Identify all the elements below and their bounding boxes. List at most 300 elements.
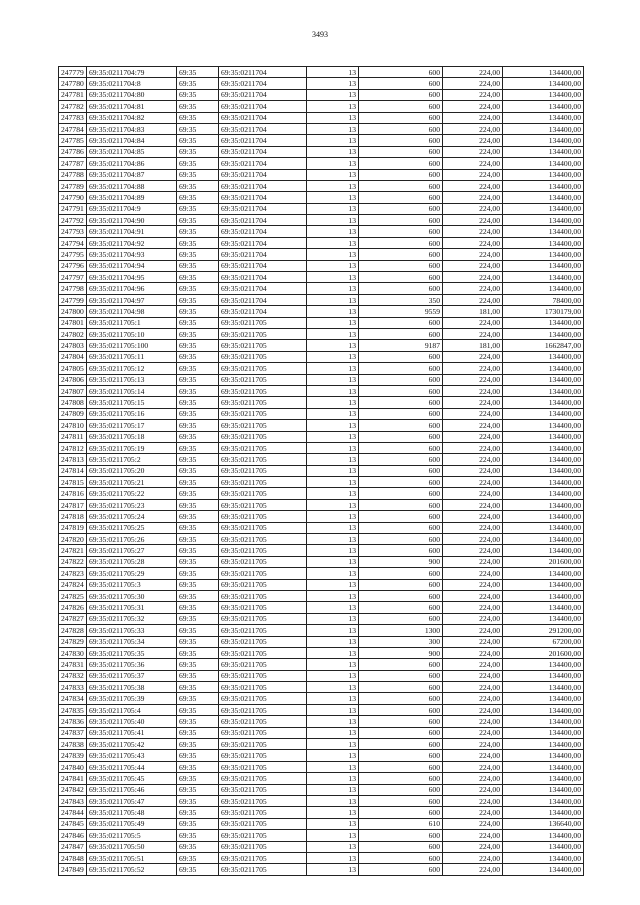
cadastral-quarter-cell: 69:35:0211704 [219,101,307,112]
table-row [59,294,584,305]
area-cell: 600 [359,670,443,681]
zone-code-cell: 13 [307,477,359,488]
cadastral-number-cell: 69:35:0211705:42 [87,739,177,750]
area-cell: 600 [359,431,443,442]
area-cell: 1300 [359,625,443,636]
table-row [59,625,584,636]
zone-code-cell: 13 [307,625,359,636]
specific-value-cell: 224,00 [443,328,503,339]
specific-value-cell: 224,00 [443,374,503,385]
area-cell: 600 [359,78,443,89]
zone-code-cell: 13 [307,249,359,260]
cadastral-number-cell: 69:35:0211704:95 [87,272,177,283]
cadastral-number-cell: 69:35:0211705:39 [87,693,177,704]
zone-code-cell: 13 [307,761,359,772]
cadastral-value-cell: 134400,00 [503,807,584,818]
cadastral-value-cell: 134400,00 [503,465,584,476]
table-row [59,454,584,465]
cadastral-value-cell: 134400,00 [503,704,584,715]
zone-code-cell: 13 [307,852,359,863]
record-number-cell: 247808 [59,397,87,408]
specific-value-cell: 224,00 [443,89,503,100]
area-cell: 600 [359,682,443,693]
cadastral-district-cell: 69:35 [177,203,219,214]
record-number-cell: 247813 [59,454,87,465]
record-number-cell: 247822 [59,556,87,567]
cadastral-number-cell: 69:35:0211704:97 [87,294,177,305]
table-row [59,841,584,852]
specific-value-cell: 181,00 [443,340,503,351]
record-number-cell: 247835 [59,704,87,715]
table-row [59,192,584,203]
cadastral-value-cell: 134400,00 [503,477,584,488]
area-cell: 600 [359,773,443,784]
record-number-cell: 247831 [59,659,87,670]
zone-code-cell: 13 [307,385,359,396]
cadastral-quarter-cell: 69:35:0211705 [219,602,307,613]
record-number-cell: 247832 [59,670,87,681]
zone-code-cell: 13 [307,283,359,294]
table-row [59,215,584,226]
record-number-cell: 247842 [59,784,87,795]
cadastral-number-cell: 69:35:0211704:96 [87,283,177,294]
area-cell: 600 [359,180,443,191]
record-number-cell: 247802 [59,328,87,339]
zone-code-cell: 13 [307,442,359,453]
table-row [59,864,584,875]
specific-value-cell: 224,00 [443,568,503,579]
zone-code-cell: 13 [307,670,359,681]
area-cell: 600 [359,534,443,545]
table-row [59,477,584,488]
record-number-cell: 247829 [59,636,87,647]
record-number-cell: 247841 [59,773,87,784]
table-row [59,328,584,339]
cadastral-value-cell: 134400,00 [503,374,584,385]
specific-value-cell: 224,00 [443,237,503,248]
cadastral-quarter-cell: 69:35:0211704 [219,67,307,78]
specific-value-cell: 224,00 [443,796,503,807]
cadastral-district-cell: 69:35 [177,272,219,283]
cadastral-district-cell: 69:35 [177,750,219,761]
cadastral-district-cell: 69:35 [177,636,219,647]
record-number-cell: 247843 [59,796,87,807]
cadastral-district-cell: 69:35 [177,420,219,431]
record-number-cell: 247849 [59,864,87,875]
cadastral-quarter-cell: 69:35:0211705 [219,750,307,761]
specific-value-cell: 224,00 [443,727,503,738]
cadastral-value-cell: 134400,00 [503,784,584,795]
cadastral-value-cell: 291200,00 [503,625,584,636]
specific-value-cell: 224,00 [443,682,503,693]
cadastral-district-cell: 69:35 [177,442,219,453]
cadastral-number-cell: 69:35:0211704:84 [87,135,177,146]
zone-code-cell: 13 [307,739,359,750]
area-cell: 600 [359,351,443,362]
table-row [59,647,584,658]
cadastral-value-cell: 134400,00 [503,89,584,100]
zone-code-cell: 13 [307,796,359,807]
table-row [59,431,584,442]
table-body [59,67,584,876]
cadastral-quarter-cell: 69:35:0211704 [219,294,307,305]
specific-value-cell: 224,00 [443,442,503,453]
cadastral-value-cell: 134400,00 [503,363,584,374]
zone-code-cell: 13 [307,864,359,875]
cadastral-number-cell: 69:35:0211704:92 [87,237,177,248]
specific-value-cell: 224,00 [443,716,503,727]
cadastral-value-cell: 134400,00 [503,146,584,157]
cadastral-district-cell: 69:35 [177,317,219,328]
area-cell: 600 [359,727,443,738]
cadastral-district-cell: 69:35 [177,602,219,613]
record-number-cell: 247803 [59,340,87,351]
table-row [59,716,584,727]
cadastral-quarter-cell: 69:35:0211705 [219,852,307,863]
specific-value-cell: 224,00 [443,283,503,294]
cadastral-quarter-cell: 69:35:0211705 [219,351,307,362]
cadastral-number-cell: 69:35:0211705:49 [87,818,177,829]
record-number-cell: 247798 [59,283,87,294]
record-number-cell: 247806 [59,374,87,385]
cadastral-number-cell: 69:35:0211705:35 [87,647,177,658]
table-row [59,545,584,556]
cadastral-quarter-cell: 69:35:0211705 [219,613,307,624]
cadastral-district-cell: 69:35 [177,682,219,693]
zone-code-cell: 13 [307,682,359,693]
cadastral-number-cell: 69:35:0211705:40 [87,716,177,727]
cadastral-quarter-cell: 69:35:0211705 [219,408,307,419]
cadastral-quarter-cell: 69:35:0211704 [219,169,307,180]
zone-code-cell: 13 [307,146,359,157]
cadastral-number-cell: 69:35:0211704:90 [87,215,177,226]
record-number-cell: 247819 [59,522,87,533]
cadastral-quarter-cell: 69:35:0211704 [219,158,307,169]
cadastral-value-cell: 201600,00 [503,647,584,658]
specific-value-cell: 224,00 [443,78,503,89]
cadastral-quarter-cell: 69:35:0211705 [219,374,307,385]
table-row [59,306,584,317]
cadastral-district-cell: 69:35 [177,408,219,419]
cadastral-value-cell: 134400,00 [503,511,584,522]
cadastral-quarter-cell: 69:35:0211704 [219,78,307,89]
area-cell: 600 [359,761,443,772]
cadastral-district-cell: 69:35 [177,397,219,408]
specific-value-cell: 224,00 [443,408,503,419]
area-cell: 600 [359,363,443,374]
cadastral-number-cell: 69:35:0211704:9 [87,203,177,214]
table-row [59,158,584,169]
area-cell: 600 [359,750,443,761]
cadastral-quarter-cell: 69:35:0211705 [219,579,307,590]
area-cell: 600 [359,283,443,294]
zone-code-cell: 13 [307,180,359,191]
table-row [59,613,584,624]
record-number-cell: 247784 [59,123,87,134]
cadastral-number-cell: 69:35:0211704:82 [87,112,177,123]
zone-code-cell: 13 [307,545,359,556]
specific-value-cell: 224,00 [443,522,503,533]
record-number-cell: 247800 [59,306,87,317]
cadastral-quarter-cell: 69:35:0211705 [219,590,307,601]
cadastral-number-cell: 69:35:0211705:32 [87,613,177,624]
cadastral-number-cell: 69:35:0211705:10 [87,328,177,339]
cadastral-value-table [58,66,584,876]
zone-code-cell: 13 [307,431,359,442]
cadastral-number-cell: 69:35:0211705:41 [87,727,177,738]
record-number-cell: 247824 [59,579,87,590]
cadastral-value-cell: 134400,00 [503,739,584,750]
area-cell: 600 [359,67,443,78]
cadastral-value-cell: 134400,00 [503,420,584,431]
cadastral-quarter-cell: 69:35:0211705 [219,340,307,351]
zone-code-cell: 13 [307,830,359,841]
zone-code-cell: 13 [307,226,359,237]
table-row [59,465,584,476]
table-row [59,807,584,818]
record-number-cell: 247779 [59,67,87,78]
area-cell: 600 [359,522,443,533]
area-cell: 600 [359,272,443,283]
specific-value-cell: 224,00 [443,431,503,442]
specific-value-cell: 224,00 [443,670,503,681]
area-cell: 600 [359,590,443,601]
area-cell: 600 [359,146,443,157]
specific-value-cell: 224,00 [443,192,503,203]
specific-value-cell: 224,00 [443,830,503,841]
area-cell: 900 [359,556,443,567]
record-number-cell: 247811 [59,431,87,442]
cadastral-district-cell: 69:35 [177,579,219,590]
cadastral-district-cell: 69:35 [177,511,219,522]
specific-value-cell: 224,00 [443,852,503,863]
cadastral-value-cell: 134400,00 [503,693,584,704]
cadastral-number-cell: 69:35:0211705:18 [87,431,177,442]
specific-value-cell: 224,00 [443,818,503,829]
area-cell: 600 [359,158,443,169]
cadastral-number-cell: 69:35:0211705:43 [87,750,177,761]
area-cell: 600 [359,499,443,510]
zone-code-cell: 13 [307,89,359,100]
page-number: 3493 [312,30,328,39]
cadastral-number-cell: 69:35:0211704:8 [87,78,177,89]
cadastral-district-cell: 69:35 [177,385,219,396]
specific-value-cell: 181,00 [443,306,503,317]
specific-value-cell: 224,00 [443,511,503,522]
specific-value-cell: 224,00 [443,602,503,613]
record-number-cell: 247816 [59,488,87,499]
record-number-cell: 247828 [59,625,87,636]
record-number-cell: 247826 [59,602,87,613]
cadastral-value-cell: 134400,00 [503,442,584,453]
cadastral-number-cell: 69:35:0211705:34 [87,636,177,647]
zone-code-cell: 13 [307,568,359,579]
cadastral-district-cell: 69:35 [177,864,219,875]
cadastral-quarter-cell: 69:35:0211705 [219,716,307,727]
cadastral-number-cell: 69:35:0211705:17 [87,420,177,431]
cadastral-value-cell: 134400,00 [503,249,584,260]
zone-code-cell: 13 [307,454,359,465]
cadastral-number-cell: 69:35:0211705:21 [87,477,177,488]
record-number-cell: 247785 [59,135,87,146]
cadastral-quarter-cell: 69:35:0211705 [219,659,307,670]
zone-code-cell: 13 [307,727,359,738]
table-row [59,237,584,248]
cadastral-quarter-cell: 69:35:0211705 [219,636,307,647]
specific-value-cell: 224,00 [443,135,503,146]
table-row [59,602,584,613]
zone-code-cell: 13 [307,784,359,795]
cadastral-number-cell: 69:35:0211705:50 [87,841,177,852]
area-cell: 600 [359,465,443,476]
cadastral-district-cell: 69:35 [177,123,219,134]
cadastral-value-cell: 134400,00 [503,773,584,784]
table-row [59,317,584,328]
cadastral-number-cell: 69:35:0211705:30 [87,590,177,601]
record-number-cell: 247809 [59,408,87,419]
specific-value-cell: 224,00 [443,454,503,465]
record-number-cell: 247847 [59,841,87,852]
cadastral-number-cell: 69:35:0211705:5 [87,830,177,841]
cadastral-value-cell: 134400,00 [503,761,584,772]
table-row [59,363,584,374]
cadastral-value-cell: 1662847,00 [503,340,584,351]
table-row [59,283,584,294]
area-cell: 600 [359,317,443,328]
cadastral-value-cell: 134400,00 [503,351,584,362]
cadastral-district-cell: 69:35 [177,590,219,601]
zone-code-cell: 13 [307,499,359,510]
specific-value-cell: 224,00 [443,841,503,852]
table-row [59,556,584,567]
cadastral-number-cell: 69:35:0211705:13 [87,374,177,385]
record-number-cell: 247799 [59,294,87,305]
area-cell: 600 [359,545,443,556]
table-row [59,112,584,123]
cadastral-quarter-cell: 69:35:0211705 [219,568,307,579]
cadastral-value-cell: 134400,00 [503,385,584,396]
cadastral-value-cell: 134400,00 [503,852,584,863]
table-row [59,397,584,408]
record-number-cell: 247804 [59,351,87,362]
zone-code-cell: 13 [307,67,359,78]
cadastral-quarter-cell: 69:35:0211704 [219,283,307,294]
cadastral-quarter-cell: 69:35:0211705 [219,773,307,784]
cadastral-number-cell: 69:35:0211705:15 [87,397,177,408]
zone-code-cell: 13 [307,613,359,624]
area-cell: 600 [359,693,443,704]
record-number-cell: 247833 [59,682,87,693]
cadastral-value-cell: 134400,00 [503,112,584,123]
cadastral-number-cell: 69:35:0211705:47 [87,796,177,807]
specific-value-cell: 224,00 [443,351,503,362]
cadastral-number-cell: 69:35:0211705:26 [87,534,177,545]
cadastral-value-cell: 134400,00 [503,272,584,283]
cadastral-district-cell: 69:35 [177,215,219,226]
specific-value-cell: 224,00 [443,590,503,601]
record-number-cell: 247814 [59,465,87,476]
table-row [59,442,584,453]
record-number-cell: 247812 [59,442,87,453]
table-row [59,796,584,807]
cadastral-number-cell: 69:35:0211705:48 [87,807,177,818]
cadastral-quarter-cell: 69:35:0211705 [219,511,307,522]
cadastral-quarter-cell: 69:35:0211705 [219,625,307,636]
record-number-cell: 247840 [59,761,87,772]
table-row [59,385,584,396]
record-number-cell: 247807 [59,385,87,396]
cadastral-district-cell: 69:35 [177,169,219,180]
specific-value-cell: 224,00 [443,556,503,567]
cadastral-quarter-cell: 69:35:0211704 [219,146,307,157]
cadastral-value-cell: 134400,00 [503,750,584,761]
cadastral-district-cell: 69:35 [177,488,219,499]
table-row [59,670,584,681]
cadastral-value-cell: 134400,00 [503,682,584,693]
table-row [59,704,584,715]
cadastral-value-cell: 134400,00 [503,328,584,339]
cadastral-number-cell: 69:35:0211704:86 [87,158,177,169]
specific-value-cell: 224,00 [443,249,503,260]
cadastral-value-cell: 134400,00 [503,796,584,807]
cadastral-number-cell: 69:35:0211704:80 [87,89,177,100]
area-cell: 600 [359,830,443,841]
cadastral-district-cell: 69:35 [177,647,219,658]
zone-code-cell: 13 [307,215,359,226]
cadastral-value-cell: 134400,00 [503,613,584,624]
zone-code-cell: 13 [307,841,359,852]
record-number-cell: 247796 [59,260,87,271]
cadastral-value-cell: 136640,00 [503,818,584,829]
cadastral-number-cell: 69:35:0211704:94 [87,260,177,271]
record-number-cell: 247780 [59,78,87,89]
cadastral-district-cell: 69:35 [177,545,219,556]
zone-code-cell: 13 [307,716,359,727]
table-row [59,636,584,647]
cadastral-value-cell: 134400,00 [503,135,584,146]
cadastral-quarter-cell: 69:35:0211705 [219,704,307,715]
cadastral-number-cell: 69:35:0211705:37 [87,670,177,681]
cadastral-value-cell: 134400,00 [503,169,584,180]
table-row [59,727,584,738]
cadastral-value-cell: 134400,00 [503,545,584,556]
record-number-cell: 247818 [59,511,87,522]
zone-code-cell: 13 [307,693,359,704]
cadastral-quarter-cell: 69:35:0211705 [219,465,307,476]
cadastral-quarter-cell: 69:35:0211705 [219,385,307,396]
area-cell: 600 [359,841,443,852]
cadastral-value-cell: 134400,00 [503,283,584,294]
specific-value-cell: 224,00 [443,317,503,328]
record-number-cell: 247825 [59,590,87,601]
cadastral-value-cell: 134400,00 [503,670,584,681]
cadastral-value-cell: 134400,00 [503,397,584,408]
cadastral-value-cell: 134400,00 [503,659,584,670]
specific-value-cell: 224,00 [443,477,503,488]
table-row [59,226,584,237]
zone-code-cell: 13 [307,306,359,317]
cadastral-district-cell: 69:35 [177,101,219,112]
table-row [59,101,584,112]
zone-code-cell: 13 [307,317,359,328]
area-cell: 600 [359,226,443,237]
cadastral-district-cell: 69:35 [177,249,219,260]
area-cell: 600 [359,385,443,396]
cadastral-number-cell: 69:35:0211704:91 [87,226,177,237]
record-number-cell: 247791 [59,203,87,214]
cadastral-number-cell: 69:35:0211705:100 [87,340,177,351]
cadastral-number-cell: 69:35:0211705:4 [87,704,177,715]
